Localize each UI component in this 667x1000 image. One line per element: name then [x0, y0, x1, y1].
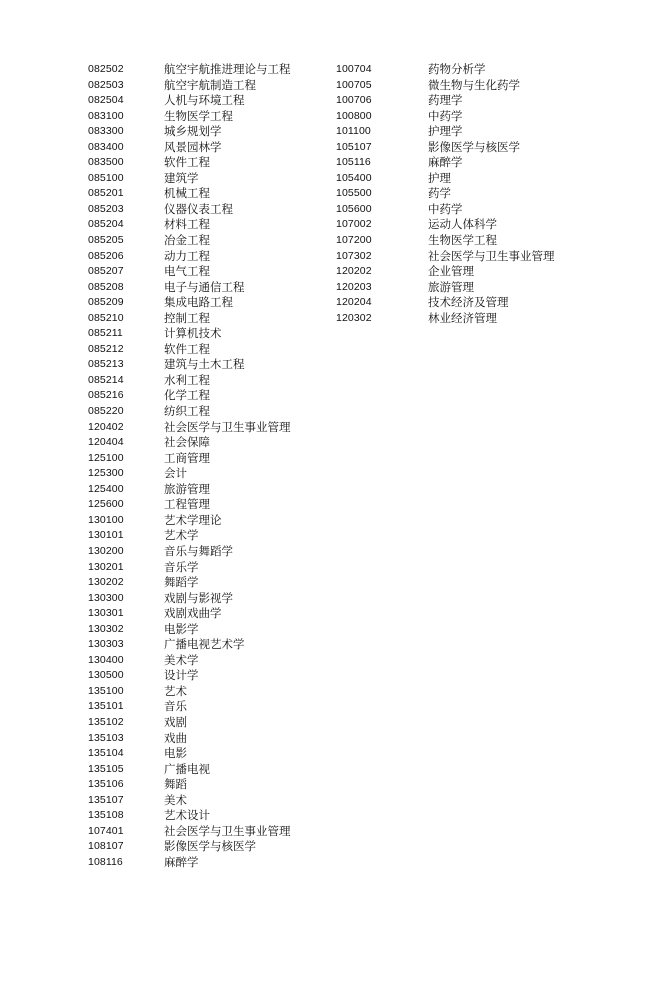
discipline-name: 艺术学理论	[164, 512, 222, 527]
discipline-name: 航空宇航推进理论与工程	[164, 62, 291, 76]
list-item	[88, 544, 328, 560]
discipline-code: 105600	[336, 202, 372, 215]
list-item	[336, 264, 576, 280]
discipline-code: 120204	[336, 296, 372, 309]
list-item	[88, 311, 328, 327]
list-item	[336, 171, 576, 187]
discipline-code: 085207	[88, 265, 124, 278]
list-item	[88, 140, 328, 156]
discipline-code: 120404	[88, 436, 124, 449]
discipline-code: 085209	[88, 296, 124, 309]
list-item	[88, 715, 328, 731]
list-item	[88, 295, 328, 311]
list-item	[88, 808, 328, 824]
discipline-code: 120203	[336, 280, 372, 293]
list-item	[88, 653, 328, 669]
discipline-name: 艺术	[164, 683, 187, 698]
list-item	[88, 575, 328, 591]
list-item	[88, 420, 328, 436]
list-item	[88, 560, 328, 576]
discipline-name: 企业管理	[428, 264, 474, 279]
discipline-name: 社会医学与卫生事业管理	[428, 248, 555, 263]
discipline-name: 音乐学	[164, 559, 199, 574]
discipline-code: 130202	[88, 576, 124, 589]
discipline-code: 125600	[88, 498, 124, 511]
discipline-code: 130400	[88, 653, 124, 666]
discipline-name: 中药学	[428, 201, 463, 216]
discipline-name: 戏剧与影视学	[164, 590, 233, 605]
discipline-name: 艺术设计	[164, 808, 210, 823]
discipline-name: 航空宇航制造工程	[164, 77, 256, 92]
discipline-code: 135105	[88, 762, 124, 775]
discipline-name: 建筑学	[164, 170, 199, 185]
discipline-name: 纺织工程	[164, 404, 210, 419]
list-item	[88, 746, 328, 762]
list-item	[336, 155, 576, 171]
list-item	[88, 264, 328, 280]
discipline-code: 085220	[88, 405, 124, 418]
list-item	[336, 217, 576, 233]
list-item	[336, 124, 576, 140]
list-item	[88, 217, 328, 233]
list-item	[88, 62, 328, 78]
discipline-name: 化学工程	[164, 388, 210, 403]
discipline-name: 药理学	[428, 93, 463, 108]
discipline-code: 100800	[336, 109, 372, 122]
list-item	[88, 388, 328, 404]
discipline-code: 105107	[336, 140, 372, 153]
discipline-code: 130101	[88, 529, 124, 542]
discipline-code: 100704	[336, 63, 372, 75]
discipline-code: 130301	[88, 607, 124, 620]
discipline-code: 135107	[88, 793, 124, 806]
discipline-name: 城乡规划学	[164, 124, 222, 139]
discipline-name: 技术经济及管理	[428, 295, 509, 310]
list-item	[88, 591, 328, 607]
list-item	[88, 699, 328, 715]
list-item	[88, 155, 328, 171]
discipline-name: 设计学	[164, 668, 199, 683]
list-item	[88, 78, 328, 94]
discipline-name: 美术学	[164, 652, 199, 667]
discipline-code: 120402	[88, 420, 124, 433]
discipline-name: 电子与通信工程	[164, 279, 245, 294]
discipline-name: 软件工程	[164, 155, 210, 170]
list-item	[88, 762, 328, 778]
list-item	[88, 451, 328, 467]
discipline-code: 135108	[88, 809, 124, 822]
list-item	[88, 513, 328, 529]
list-item	[336, 140, 576, 156]
discipline-code: 082503	[88, 78, 124, 91]
discipline-name: 冶金工程	[164, 233, 210, 248]
discipline-code: 082502	[88, 63, 124, 75]
discipline-code: 085206	[88, 249, 124, 262]
discipline-code: 083300	[88, 125, 124, 138]
list-item	[88, 280, 328, 296]
discipline-name: 麻醉学	[164, 854, 199, 869]
discipline-name: 机械工程	[164, 186, 210, 201]
discipline-name: 广播电视	[164, 761, 210, 776]
discipline-code: 105400	[336, 171, 372, 184]
list-item	[336, 109, 576, 125]
list-item	[88, 171, 328, 187]
list-item	[336, 78, 576, 94]
discipline-name: 舞蹈	[164, 777, 187, 792]
discipline-name: 电影学	[164, 621, 199, 636]
discipline-name: 戏曲	[164, 730, 187, 745]
right-column-list	[336, 62, 576, 326]
discipline-name: 音乐	[164, 699, 187, 714]
discipline-name: 仪器仪表工程	[164, 201, 233, 216]
discipline-name: 护理	[428, 170, 451, 185]
discipline-code: 130303	[88, 638, 124, 651]
discipline-code: 108116	[88, 855, 123, 868]
list-item	[336, 62, 576, 78]
list-item	[336, 233, 576, 249]
list-item	[88, 855, 328, 871]
discipline-code: 083400	[88, 140, 124, 153]
discipline-name: 材料工程	[164, 217, 210, 232]
discipline-code: 100706	[336, 94, 372, 107]
discipline-code: 108107	[88, 840, 124, 853]
discipline-code: 085100	[88, 171, 124, 184]
discipline-name: 微生物与生化药学	[428, 77, 520, 92]
list-item	[88, 622, 328, 638]
discipline-name: 工程管理	[164, 497, 210, 512]
discipline-code: 135100	[88, 684, 124, 697]
list-item	[88, 124, 328, 140]
discipline-code: 085208	[88, 280, 124, 293]
discipline-name: 电影	[164, 746, 187, 761]
discipline-name: 音乐与舞蹈学	[164, 543, 233, 558]
discipline-name: 舞蹈学	[164, 575, 199, 590]
discipline-code: 120302	[336, 311, 372, 324]
list-item	[88, 342, 328, 358]
list-item	[88, 233, 328, 249]
list-item	[336, 249, 576, 265]
discipline-code: 100705	[336, 78, 372, 91]
discipline-name: 建筑与土木工程	[164, 357, 245, 372]
discipline-code: 085204	[88, 218, 124, 231]
discipline-code: 125300	[88, 467, 124, 480]
list-item	[88, 466, 328, 482]
list-item	[88, 684, 328, 700]
discipline-name: 戏剧戏曲学	[164, 606, 222, 621]
discipline-name: 风景园林学	[164, 139, 222, 154]
discipline-code: 130201	[88, 560, 124, 573]
discipline-name: 戏剧	[164, 714, 187, 729]
list-item	[88, 326, 328, 342]
list-item	[88, 249, 328, 265]
discipline-name: 护理学	[428, 124, 463, 139]
discipline-code: 107401	[88, 824, 124, 837]
list-item	[88, 606, 328, 622]
list-item	[88, 373, 328, 389]
list-item	[88, 824, 328, 840]
discipline-code: 135103	[88, 731, 124, 744]
list-item	[88, 668, 328, 684]
discipline-code: 083100	[88, 109, 124, 122]
discipline-name: 集成电路工程	[164, 295, 233, 310]
discipline-code: 105500	[336, 187, 372, 200]
discipline-name: 艺术学	[164, 528, 199, 543]
list-item	[336, 280, 576, 296]
discipline-name: 中药学	[428, 108, 463, 123]
list-item	[88, 528, 328, 544]
discipline-code: 083500	[88, 156, 124, 169]
discipline-name: 控制工程	[164, 310, 210, 325]
discipline-code: 085201	[88, 187, 124, 200]
discipline-code: 085214	[88, 373, 124, 386]
discipline-name: 社会医学与卫生事业管理	[164, 823, 291, 838]
list-item	[88, 637, 328, 653]
discipline-code: 085211	[88, 327, 123, 340]
discipline-code: 085210	[88, 311, 124, 324]
discipline-name: 软件工程	[164, 341, 210, 356]
list-item	[88, 202, 328, 218]
list-item	[88, 731, 328, 747]
discipline-name: 影像医学与核医学	[164, 839, 256, 854]
discipline-code: 085216	[88, 389, 124, 402]
discipline-code: 105116	[336, 156, 371, 169]
discipline-name: 美术	[164, 792, 187, 807]
discipline-name: 运动人体科学	[428, 217, 497, 232]
discipline-code: 135104	[88, 747, 124, 760]
discipline-name: 计算机技术	[164, 326, 222, 341]
list-item	[88, 435, 328, 451]
discipline-name: 动力工程	[164, 248, 210, 263]
discipline-code: 125400	[88, 482, 124, 495]
discipline-code: 130100	[88, 513, 124, 526]
discipline-code: 085203	[88, 202, 124, 215]
discipline-code: 085205	[88, 234, 124, 247]
discipline-code: 125100	[88, 451, 124, 464]
discipline-code: 101100	[336, 125, 371, 138]
discipline-name: 药学	[428, 186, 451, 201]
list-item	[88, 357, 328, 373]
list-item	[88, 404, 328, 420]
discipline-name: 工商管理	[164, 450, 210, 465]
discipline-name: 水利工程	[164, 372, 210, 387]
discipline-name: 电气工程	[164, 264, 210, 279]
discipline-name: 旅游管理	[428, 279, 474, 294]
discipline-name: 人机与环境工程	[164, 93, 245, 108]
list-item	[88, 186, 328, 202]
discipline-code: 082504	[88, 94, 124, 107]
list-item	[336, 186, 576, 202]
list-item	[88, 777, 328, 793]
discipline-code: 130302	[88, 622, 124, 635]
list-item	[88, 793, 328, 809]
discipline-code: 107200	[336, 234, 372, 247]
discipline-name: 社会医学与卫生事业管理	[164, 419, 291, 434]
discipline-name: 生物医学工程	[428, 233, 497, 248]
list-item	[88, 482, 328, 498]
discipline-code: 085213	[88, 358, 124, 371]
list-item	[88, 109, 328, 125]
discipline-code: 135106	[88, 778, 124, 791]
discipline-code: 130300	[88, 591, 124, 604]
list-item	[88, 93, 328, 109]
discipline-code: 085212	[88, 342, 124, 355]
left-column-list	[88, 62, 328, 870]
list-item	[336, 202, 576, 218]
discipline-code: 130500	[88, 669, 124, 682]
discipline-name: 社会保障	[164, 435, 210, 450]
discipline-code: 130200	[88, 544, 124, 557]
discipline-code: 135101	[88, 700, 124, 713]
list-item	[336, 295, 576, 311]
list-item	[336, 93, 576, 109]
discipline-name: 会计	[164, 466, 187, 481]
discipline-name: 旅游管理	[164, 481, 210, 496]
discipline-name: 广播电视艺术学	[164, 637, 245, 652]
discipline-name: 药物分析学	[428, 62, 486, 76]
discipline-name: 麻醉学	[428, 155, 463, 170]
discipline-code: 135102	[88, 715, 124, 728]
discipline-code: 107002	[336, 218, 372, 231]
list-item	[88, 839, 328, 855]
discipline-name: 林业经济管理	[428, 310, 497, 325]
discipline-name: 生物医学工程	[164, 108, 233, 123]
discipline-code: 107302	[336, 249, 372, 262]
discipline-code: 120202	[336, 265, 372, 278]
list-item	[88, 497, 328, 513]
list-item	[336, 311, 576, 327]
discipline-name: 影像医学与核医学	[428, 139, 520, 154]
